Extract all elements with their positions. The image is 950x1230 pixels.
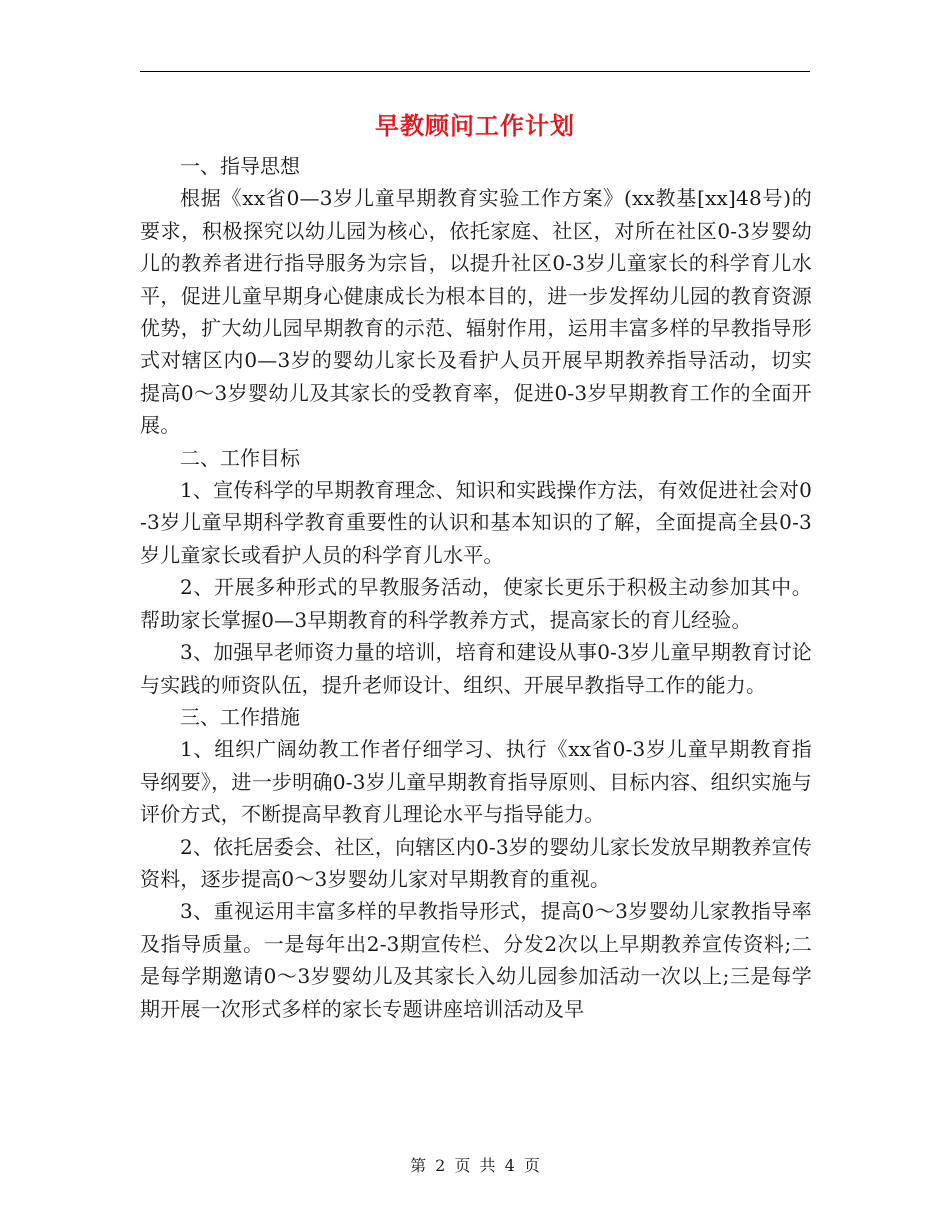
section-heading-work-goals: 二、工作目标 — [180, 445, 300, 470]
section-heading-work-measures: 三、工作措施 — [180, 704, 300, 729]
page-number-footer: 第 2 页 共 4 页 — [410, 1156, 540, 1175]
paragraph: 根据《xx省0—3岁儿童早期教育实验工作方案》(xx教基[xx]48号)的要求，积极探究以幼儿园为核心，依托家庭、社区，对所在社区0-3岁婴幼儿的教养者进行指导服务为宗旨，以提升社区0-3岁儿童家长的科学育儿水平，促进儿童早期身心健康成长为根本目的，进一步发挥幼儿园的教育资源优势，扩大幼儿园早期教育的示范、辐射作用，运用丰富多样的早教指导形式对辖区内0—3岁的婴幼儿家长及看护人员开展早期教养指导活动，切实提高0～3岁婴幼儿及其家长的受教育率，促进0-3岁早期教育工作的全面开展。 — [140, 186, 812, 438]
document-body — [140, 150, 812, 1025]
paragraph: 2、开展多种形式的早教服务活动，使家长更乐于积极主动参加其中。帮助家长掌握0—3早期教育的科学教养方式，提高家长的育儿经验。 — [140, 575, 812, 632]
paragraph: 1、组织广阔幼教工作者仔细学习、执行《xx省0-3岁儿童早期教育指导纲要》，进一步明确0-3岁儿童早期教育指导原则、目标内容、组织实施与评价方式，不断提高早教育儿理论水平与指导能力。 — [140, 737, 812, 827]
header-rule — [140, 71, 810, 72]
section-heading-guiding-ideology: 一、指导思想 — [180, 154, 300, 178]
paragraph: 3、重视运用丰富多样的早教指导形式，提高0～3岁婴幼儿家教指导率及指导质量。一是每年出2-3期宣传栏、分发2次以上早期教养宣传资料;二是每学期邀请0～3岁婴幼儿及其家长入幼儿园参加活动一次以上;三是每学期开展一次形式多样的家长专题讲座培训活动及早 — [140, 899, 812, 1021]
document-title: 早教顾问工作计划 — [375, 111, 575, 140]
paragraph: 2、依托居委会、社区，向辖区内0-3岁的婴幼儿家长发放早期教养宣传资料，逐步提高0～3岁婴幼儿家对早期教育的重视。 — [140, 834, 812, 891]
paragraph: 3、加强早老师资力量的培训，培育和建设从事0-3岁儿童早期教育讨论与实践的师资队伍，提升老师设计、组织、开展早教指导工作的能力。 — [140, 640, 812, 697]
paragraph: 1、宣传科学的早期教育理念、知识和实践操作方法，有效促进社会对0-3岁儿童早期科学教育重要性的认识和基本知识的了解，全面提高全县0-3岁儿童家长或看护人员的科学育儿水平。 — [140, 478, 812, 567]
